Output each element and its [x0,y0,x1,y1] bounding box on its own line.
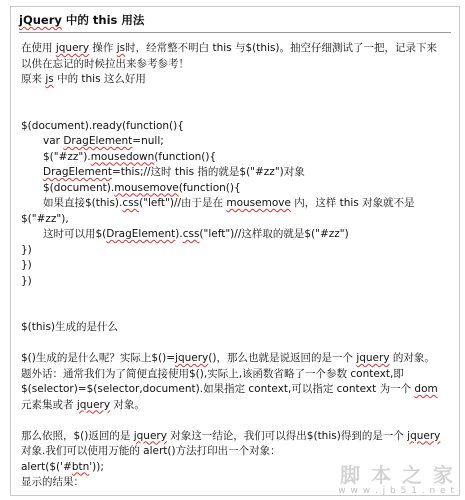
text-line [21,367,449,383]
text-line [21,351,449,367]
text-segment: $("#zz"), [21,212,69,225]
text-segment: =null; [132,135,164,147]
text-segment: 显示的结果： [21,476,84,488]
spellcheck-word: mousemove [114,181,179,194]
text-line [21,150,449,166]
text-segment: 如果直接$(this). [43,197,123,209]
text-segment: $(selector)=$(selector,document).如果指定 context,可以指定 context 为一个 [21,383,415,395]
spellcheck-word: jquery [55,42,90,54]
text-segment: $(document). [43,181,115,194]
spellcheck-word: jquery [407,429,441,442]
text-segment: 题外话：通常我们为了简便直接使用$(),实际上,该函数省略了一个参数 context,即 [21,367,404,380]
spellcheck-word: DragElement [63,135,133,147]
text-line [21,258,449,274]
text-segment: 元素集或者 [21,398,77,411]
text-line [21,181,449,197]
title-jquery: jQuery [19,13,62,27]
text-segment: 这时可以用$( [43,228,107,240]
spellcheck-word: js [45,73,54,85]
text-segment: ()，那么也就是说返回的是一个 [208,352,357,364]
title-rest: 中的 this 用法 [61,13,145,27]
text-segment: }) [21,243,32,256]
blank-line [21,88,449,119]
spellcheck-word: DragElement [43,166,112,178]
spellcheck-word: btn [71,460,90,473]
text-segment: 中的 this 这么好用 [53,73,146,85]
spellcheck-word: DragElement [106,228,176,240]
watermark-url: w w w . j b 5 1 . n e t [338,486,455,496]
text-line [21,196,449,212]
text-segment: ("left")//这样取的就是$("#zz") [199,228,349,240]
spellcheck-word: css [182,228,200,240]
text-segment: alert($('# [21,460,72,473]
text-segment: 内，这样 this 对象就不是 [290,197,415,209]
spellcheck-word: css [122,197,140,209]
text-segment: $()生成的是什么呢？实际上$()= [21,352,176,364]
text-segment: 以供在忘记的时候拉出来参考参考！ [21,57,189,70]
document-title [19,13,451,33]
text-segment: 对象。 [110,398,145,411]
text-line [21,212,449,228]
text-segment: $(this)生成的是什么 [21,321,119,333]
text-segment: $(document).ready(function(){ [21,119,184,132]
spellcheck-word: jquery [76,398,111,411]
site-watermark [338,464,455,496]
spellcheck-word: mousemove [226,197,291,209]
spellcheck-word: jquery [175,352,209,364]
text-line [21,41,449,57]
blank-line [21,289,449,320]
text-line [21,243,449,259]
text-line [21,274,449,290]
spellcheck-word: jquery [133,429,167,442]
text-segment: var [43,135,64,147]
text-line [21,320,449,336]
text-segment: 时，经常整不明白 this 与$(this)。抽空仔细测试了一把，记录下来 [125,42,438,54]
spellcheck-word: js [116,42,126,54]
text-segment: 在使用 [21,42,56,54]
text-line [21,72,449,88]
text-segment: 操作 [89,42,117,54]
text-segment: $("#zz"). [43,150,91,163]
text-segment: 的对象。 [389,352,435,364]
text-line [21,134,449,150]
text-segment: ). [175,228,183,240]
blank-line [21,336,449,352]
spellcheck-word: mousedown [90,150,155,163]
text-line [21,382,449,398]
text-segment: }) [21,259,32,271]
text-segment: 原来 [21,73,46,85]
document-page [10,6,460,496]
spellcheck-word: dom [414,383,438,395]
text-segment: ("left")//由于是在 [139,197,227,209]
text-line [21,119,449,135]
text-line [21,429,449,445]
watermark-title: 脚 本 之 家 [340,463,455,487]
text-segment: ')); [89,460,104,473]
text-segment: 对象这一结论，我们可以得出$(this)得到的是一个 [166,429,408,442]
blank-line [21,413,449,429]
text-line [21,444,449,460]
text-line [21,398,449,414]
text-segment: (function(){ [154,150,217,163]
document-body [11,33,459,491]
text-segment: 对象.我们可以使用万能的 alert()方法打印出一个对象： [21,445,281,457]
text-segment: 那么依照，$()返回的是 [21,429,134,442]
spellcheck-word: jquery [356,352,390,364]
text-segment: }) [21,274,32,287]
text-segment: (function(){ [178,181,241,194]
text-segment: =this;//这时 this 指的就是$("#zz")对象 [111,166,305,178]
text-line [21,57,449,73]
text-line [21,165,449,181]
text-line [21,227,449,243]
